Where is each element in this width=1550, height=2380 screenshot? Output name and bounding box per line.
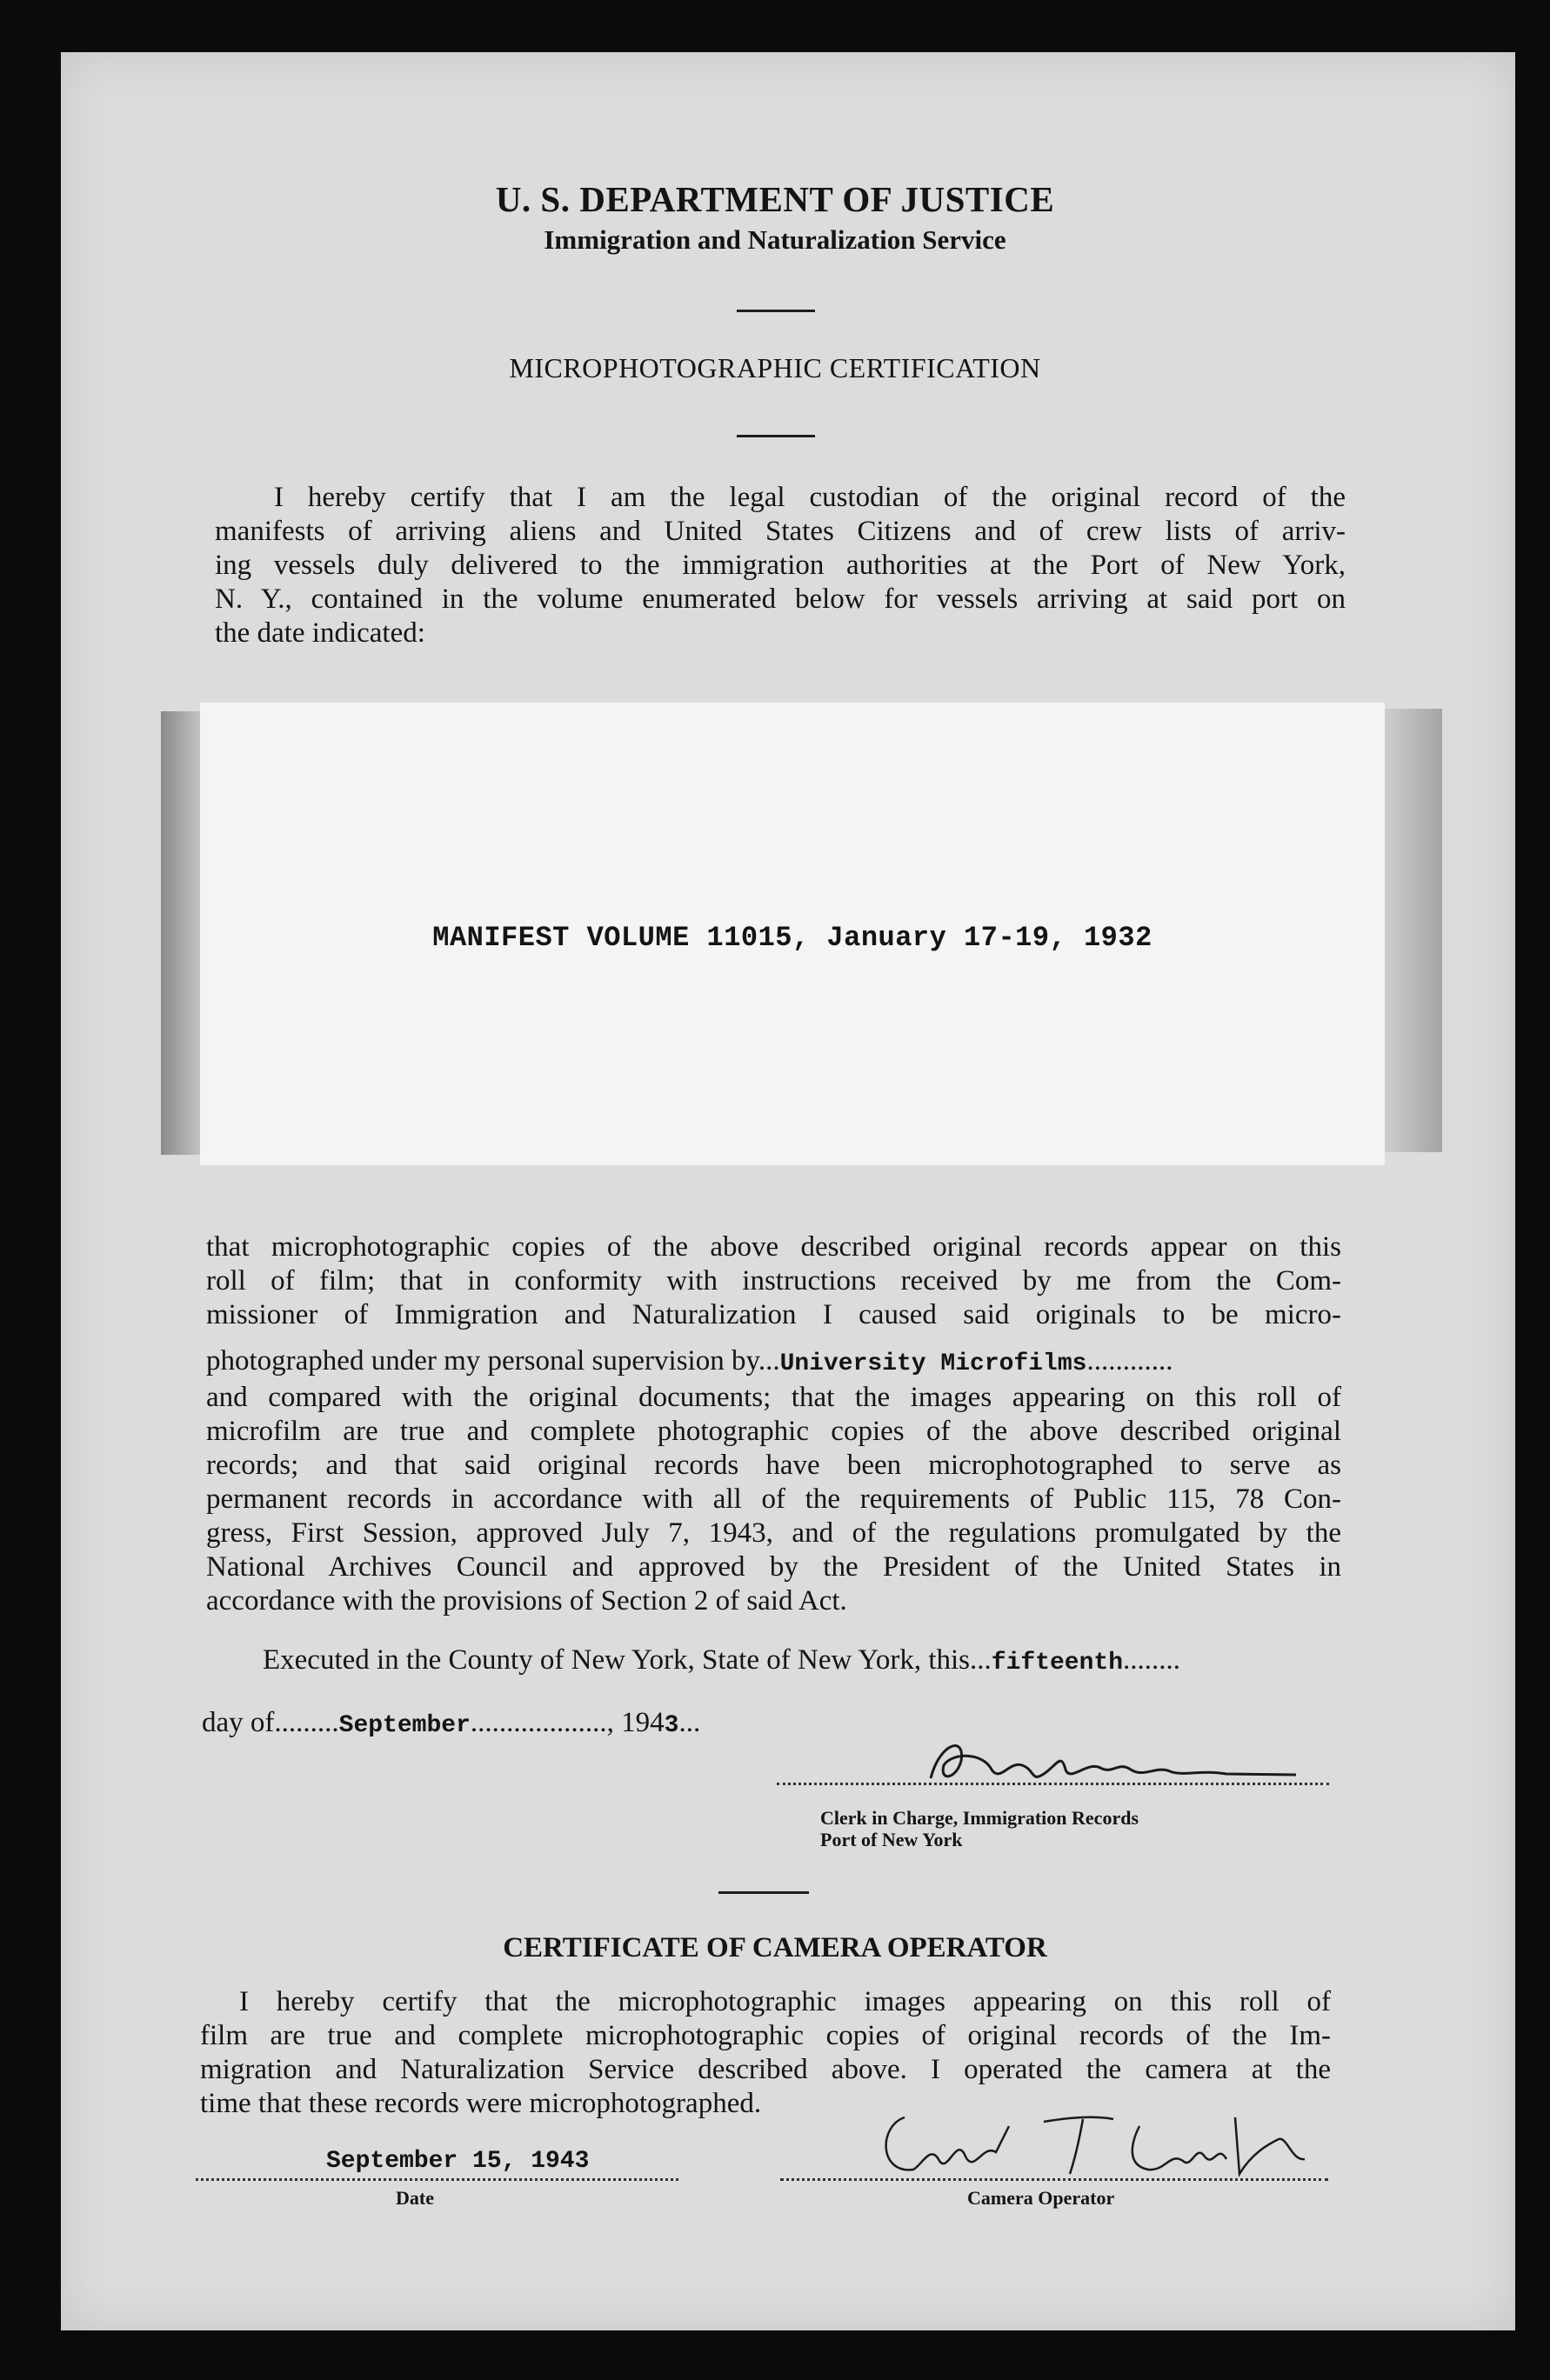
clerk-signature [913,1726,1313,1796]
camera-date-value: September 15, 1943 [326,2148,590,2175]
clerk-title-text: Clerk in Charge, Immigration Records [820,1807,1139,1829]
year-prefix: , 194 [606,1707,665,1738]
execution-prefix: Executed in the County of New York, State of New York, this [263,1644,971,1676]
body-line: and compared with the original documents; that the images appearing on this roll of [206,1382,1341,1413]
intro-line: manifests of arriving aliens and United States Citizens and of crew lists of arriv- [215,516,1346,547]
execution-month-value: September [338,1712,471,1739]
manifest-volume-text: MANIFEST VOLUME 11015, January 17-19, 1932 [432,922,1152,954]
clerk-location-text: Port of New York [820,1829,963,1850]
date-label: Date [396,2187,434,2209]
intro-paragraph [215,481,1346,650]
supervision-by-value: University Microfilms [779,1350,1087,1377]
intro-line: N. Y., contained in the volume enumerated below for vessels arriving at said port on [215,583,1346,615]
clerk-signature-line [777,1783,1329,1785]
body-line: that microphotographic copies of the above described original records appear on this [206,1231,1341,1263]
day-of-line: day of.........September..................., 1943... [202,1707,701,1739]
supervision-line: photographed under my personal supervision by...University Microfilms............ [206,1345,1173,1377]
certification-heading: MICROPHOTOGRAPHIC CERTIFICATION [509,352,1041,383]
service-subtitle: Immigration and Naturalization Service [544,224,1006,255]
execution-day-value: fifteenth [991,1650,1124,1677]
year-digit-value: 3 [664,1712,679,1739]
camera-operator-signature [870,2091,1322,2187]
divider [737,310,815,312]
body-line: National Archives Council and approved by the President of the United States in [206,1551,1341,1583]
body-line: accordance with the provisions of Section 2 of said Act. [206,1585,847,1617]
camera-heading: CERTIFICATE OF CAMERA OPERATOR [503,1932,1047,1963]
body-line: microfilm are true and complete photographic copies of the above described original [206,1416,1341,1447]
operator-line [780,2178,1328,2181]
body-line: roll of film; that in conformity with instructions received by me from the Com- [206,1265,1341,1297]
intro-line: I hereby certify that I am the legal custodian of the original record of the [274,482,1346,513]
camera-line: film are true and complete microphotographic copies of original records of the Im- [200,2020,1331,2051]
body-line: records; and that said original records have been microphotographed to serve as [206,1450,1341,1481]
card-shadow [1381,709,1442,1152]
operator-label: Camera Operator [967,2187,1115,2209]
execution-line: Executed in the County of New York, State of New York, this...fifteenth........ [263,1644,1181,1677]
supervision-prefix: photographed under my personal supervision by [206,1345,758,1377]
intro-line: ing vessels duly delivered to the immigration authorities at the Port of New York, [215,550,1346,581]
body-line: gress, First Session, approved July 7, 1943, and of the regulations promulgated by the [206,1517,1341,1549]
date-line [196,2178,678,2181]
card-shadow [161,711,204,1155]
clerk-title [820,1807,1139,1850]
camera-line: time that these records were microphotographed. [200,2088,762,2119]
intro-line: the date indicated: [215,617,425,649]
department-title: U. S. DEPARTMENT OF JUSTICE [495,179,1055,219]
body-line: permanent records in accordance with all of the requirements of Public 115, 78 Con- [206,1483,1341,1515]
body-line: missioner of Immigration and Naturalization I caused said originals to be micro- [206,1299,1341,1330]
camera-line: migration and Naturalization Service described above. I operated the camera at the [200,2054,1331,2085]
camera-line: I hereby certify that the microphotographic images appearing on this roll of [239,1986,1331,2017]
body-paragraph [206,1230,1341,1618]
divider [718,1891,809,1894]
day-of-label: day of [202,1707,275,1738]
divider [737,435,815,437]
